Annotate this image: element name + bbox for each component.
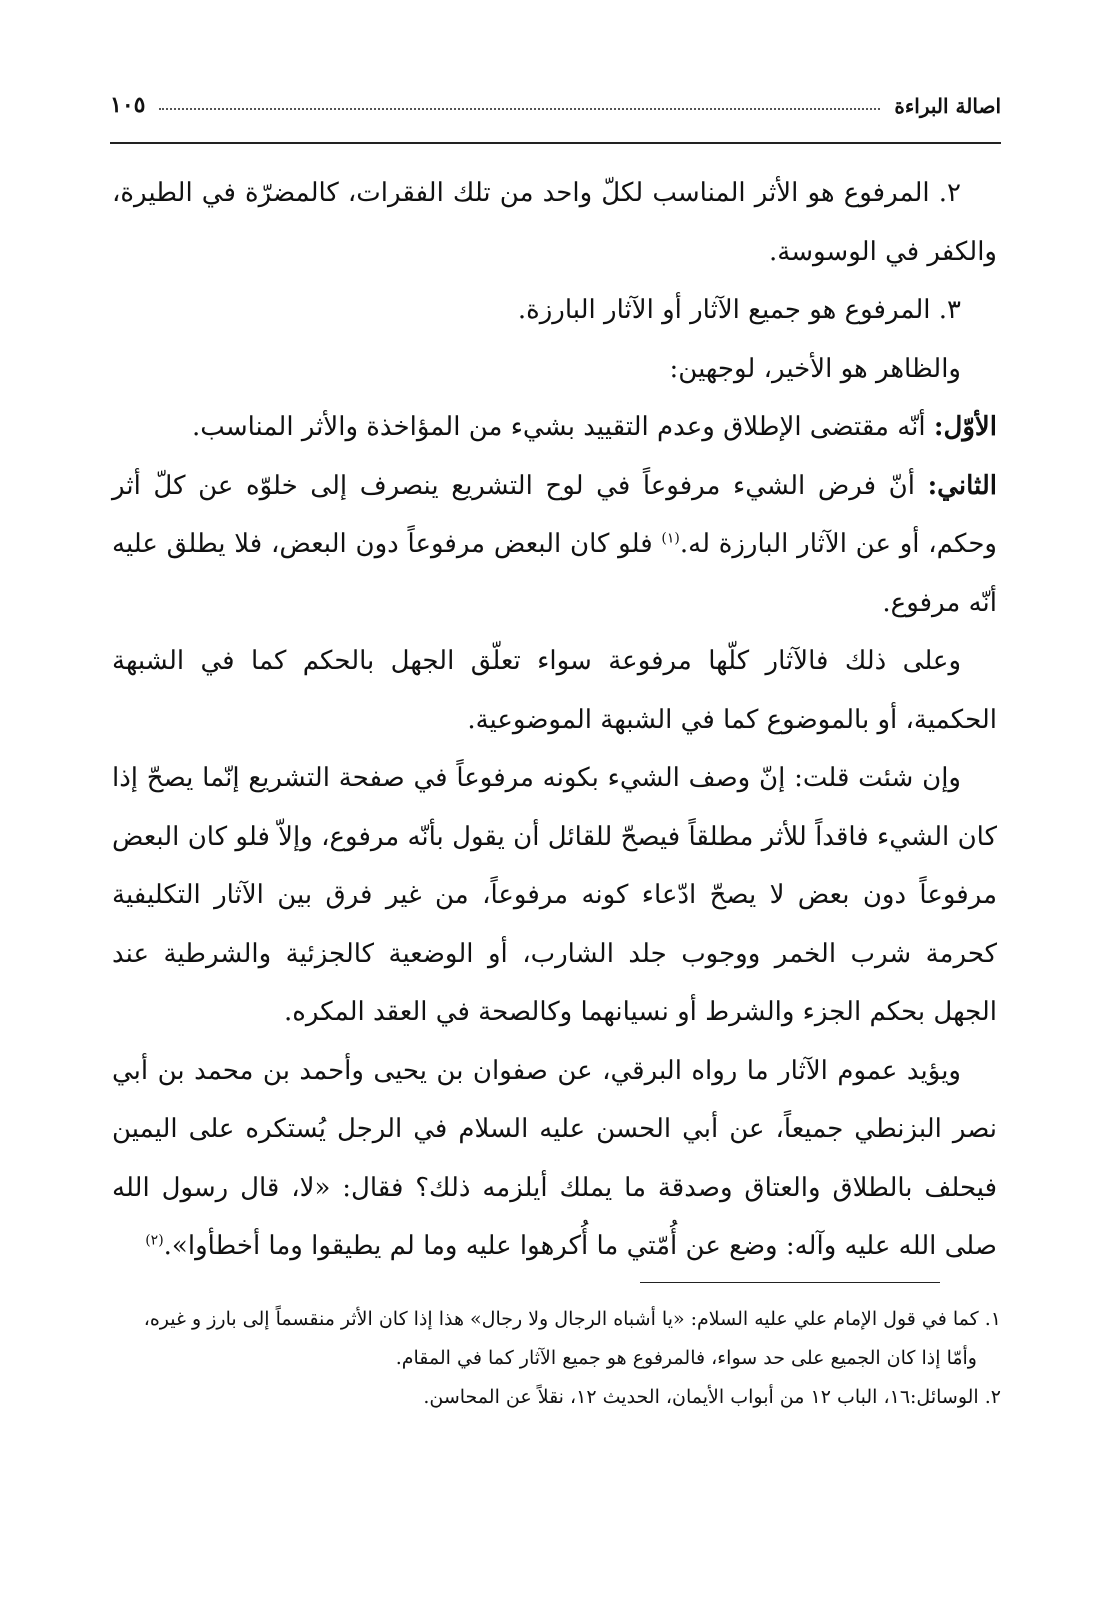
paragraph-5 — [112, 457, 997, 633]
footnote-ref-1: (١) — [661, 530, 680, 547]
paragraph-8 — [112, 1042, 997, 1276]
paragraph-4-lead: الأوّل: — [933, 412, 997, 442]
header-leader-dots — [159, 108, 880, 110]
paragraph-5-lead: الثاني: — [927, 470, 997, 501]
footnote-1-line-1: ١. كما في قول الإمام علي عليه السلام: «يا أشباه الرجال ولا رجال» هذا إذا كان الأثر منقسماً إلى بارز و غيره، — [143, 1308, 1001, 1330]
paragraph-1: ٢. المرفوع هو الأثر المناسب لكلّ واحد من تلك الفقرات، كالمضرّة في الطيرة، والكفر في الوسوسة. — [112, 178, 997, 267]
paragraph-8-text: ويؤيد عموم الآثار ما رواه البرقي، عن صفوان بن يحيى وأحمد بن محمد بن أبي نصر البزنطي جميعاً، عن أبي الحسن عليه السلام في الرجل يُستكره على اليمين فيحلف بالطلاق والعتاق وصدقة ما يملك أيلزمه ذلك؟ فقال: «لا، قال رسول الله صلى الله عليه وآله: وضع عن أُمّتي ما أُكرهوا عليه وما لم يطيقوا وما أخطأوا». — [112, 1055, 997, 1261]
paragraph-4-text: أنّه مقتضى الإطلاق وعدم التقييد بشيء من المؤاخذة والأثر المناسب. — [192, 412, 934, 442]
header-rule — [110, 142, 1001, 144]
paragraph-5-text-a: أنّ فرض الشيء مرفوعاً في لوح التشريع ينصرف إلى خلوّه عن كلّ أثر وحكم، أو عن الآثار البارزة له. — [112, 470, 997, 559]
footnotes — [112, 1300, 1001, 1417]
paragraph-5-text-b: فلو كان البعض مرفوعاً دون البعض، فلا يطلق عليه أنّه مرفوع. — [112, 529, 997, 618]
page-number: ١٠٥ — [110, 92, 146, 118]
paragraph-3: والظاهر هو الأخير، لوجهين: — [669, 353, 961, 384]
paragraph-7: وإن شئت قلت: إنّ وصف الشيء بكونه مرفوعاً في صفحة التشريع إنّما يصحّ إذا كان الشيء فاقداً للأثر مطلقاً فيصحّ للقائل أن يقول بأنّه مرفوع، وإلاّ فلو كان البعض مرفوعاً دون بعض لا يصحّ ادّعاء كونه مرفوعاً، من غير فرق بين الآثار التكليفية كحرمة شرب الخمر ووجوب جلد الشارب، أو الوضعية كالجزئية والشرطية عند الجهل بحكم الجزء والشرط أو نسيانهما وكالصحة في العقد المكره. — [112, 763, 997, 1027]
footnote-ref-2: (٢) — [145, 1232, 164, 1249]
paragraph-4 — [112, 398, 997, 457]
footnote-2: ٢. الوسائل:١٦، الباب ١٢ من أبواب الأيمان، الحديث ١٢، نقلاً عن المحاسن. — [423, 1386, 1001, 1408]
main-text — [112, 164, 997, 1276]
footnote-separator — [640, 1282, 940, 1283]
paragraph-2: ٣. المرفوع هو جميع الآثار أو الآثار البارزة. — [517, 295, 961, 325]
book-title: اصالة البراءة — [894, 94, 1001, 118]
footnote-1-line-2: وأمّا إذا كان الجميع على حد سواء، فالمرفوع هو جميع الآثار كما في المقام. — [395, 1347, 977, 1369]
paragraph-6: وعلى ذلك فالآثار كلّها مرفوعة سواء تعلّق الجهل بالحكم كما في الشبهة الحكمية، أو بالموضوع كما في الشبهة الموضوعية. — [112, 646, 997, 735]
running-header — [110, 78, 1001, 118]
